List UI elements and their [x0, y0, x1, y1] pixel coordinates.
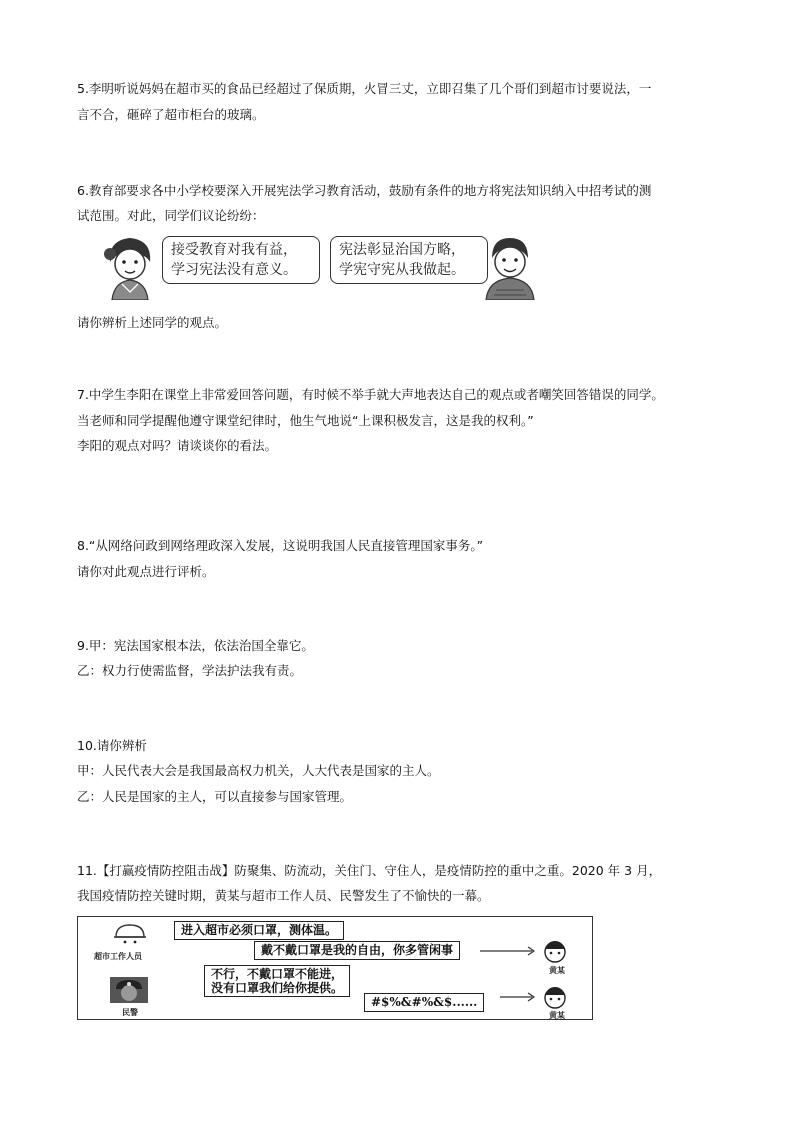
dialog-box-police-line-1: 不行，不戴口罩不能进， [211, 967, 344, 981]
q9-line-2: 乙：权力行使需监督，学法护法我有责。 [77, 663, 303, 678]
q10-line-3: 乙：人民是国家的主人，可以直接参与国家管理。 [77, 789, 353, 804]
bubble-left-line-2: 学习宪法没有意义。 [171, 262, 297, 278]
speech-bubble-right [330, 236, 488, 284]
q6-illustration [100, 232, 540, 300]
label-huang-2: 黄某 [549, 1010, 565, 1020]
dialog-box-police-line-2: 没有口罩我们给你提供。 [211, 981, 344, 995]
q10-line-2: 甲：人民代表大会是我国最高权力机关，人大代表是国家的主人。 [77, 763, 440, 778]
q11-line-1: 11.【打赢疫情防控阻击战】防聚集、防流动，关住门、守住人，是疫情防控的重中之重。2020 年 3 月， [77, 863, 662, 878]
supermarket-staff-icon [110, 923, 150, 949]
q9-line-1: 9.甲：宪法国家根本法，依法治国全靠它。 [77, 638, 314, 653]
q6-prompt: 请你辨析上述同学的观点。 [77, 315, 228, 330]
huang-person-icon [540, 939, 570, 965]
speech-bubble-left [162, 236, 320, 284]
q11-line-2: 我国疫情防控关键时期，黄某与超市工作人员、民警发生了不愉快的一幕。 [77, 888, 490, 903]
q7-line-2: 当老师和同学提醒他遵守课堂纪律时，他生气地说“上课积极发言，这是我的权利。” [77, 413, 534, 428]
dialog-box-staff: 进入超市必须口罩，测体温。 [174, 921, 344, 940]
huang-person-icon [540, 985, 570, 1011]
dialog-box-police [204, 965, 350, 997]
bubble-right-line-2: 学宪守宪从我做起。 [339, 262, 465, 278]
label-police: 民警 [122, 1007, 138, 1017]
label-staff: 超市工作人员 [94, 951, 142, 961]
arrow-icon [498, 991, 538, 1003]
police-officer-icon [108, 975, 150, 1005]
bubble-right-line-1: 宪法彰显治国方略， [339, 242, 465, 258]
q8-line-2: 请你对此观点进行评析。 [77, 564, 215, 579]
q6-line-2: 试范围。对此，同学们议论纷纷： [77, 208, 265, 223]
q6-line-1: 6.教育部要求各中小学校要深入开展宪法学习教育活动，鼓励有条件的地方将宪法知识纳入中招考试的测 [77, 183, 652, 198]
label-huang-1: 黄某 [549, 965, 565, 975]
girl-student-icon [100, 232, 162, 300]
q5-line-2: 言不合，砸碎了超市柜台的玻璃。 [77, 107, 265, 122]
q5-line-1: 5.李明听说妈妈在超市买的食品已经超过了保质期，火冒三丈，立即召集了几个哥们到超市讨要说法，一 [77, 81, 652, 96]
q7-line-3: 李阳的观点对吗？请谈谈你的看法。 [77, 438, 278, 453]
boy-student-icon [478, 232, 540, 300]
q11-comic [77, 916, 593, 1020]
bubble-left-line-1: 接受教育对我有益， [171, 242, 297, 258]
arrow-icon [478, 945, 538, 957]
q7-line-1: 7.中学生李阳在课堂上非常爱回答问题，有时候不举手就大声地表达自己的观点或者嘲笑回答错误的同学。 [77, 387, 664, 402]
q10-line-1: 10.请你辨析 [77, 738, 147, 753]
q8-line-1: 8.“从网络问政到网络理政深入发展，这说明我国人民直接管理国家事务。” [77, 538, 484, 553]
dialog-box-huang-2: #$%&#%&$...... [364, 993, 484, 1012]
dialog-box-huang-1: 戴不戴口罩是我的自由，你多管闲事 [254, 941, 460, 960]
